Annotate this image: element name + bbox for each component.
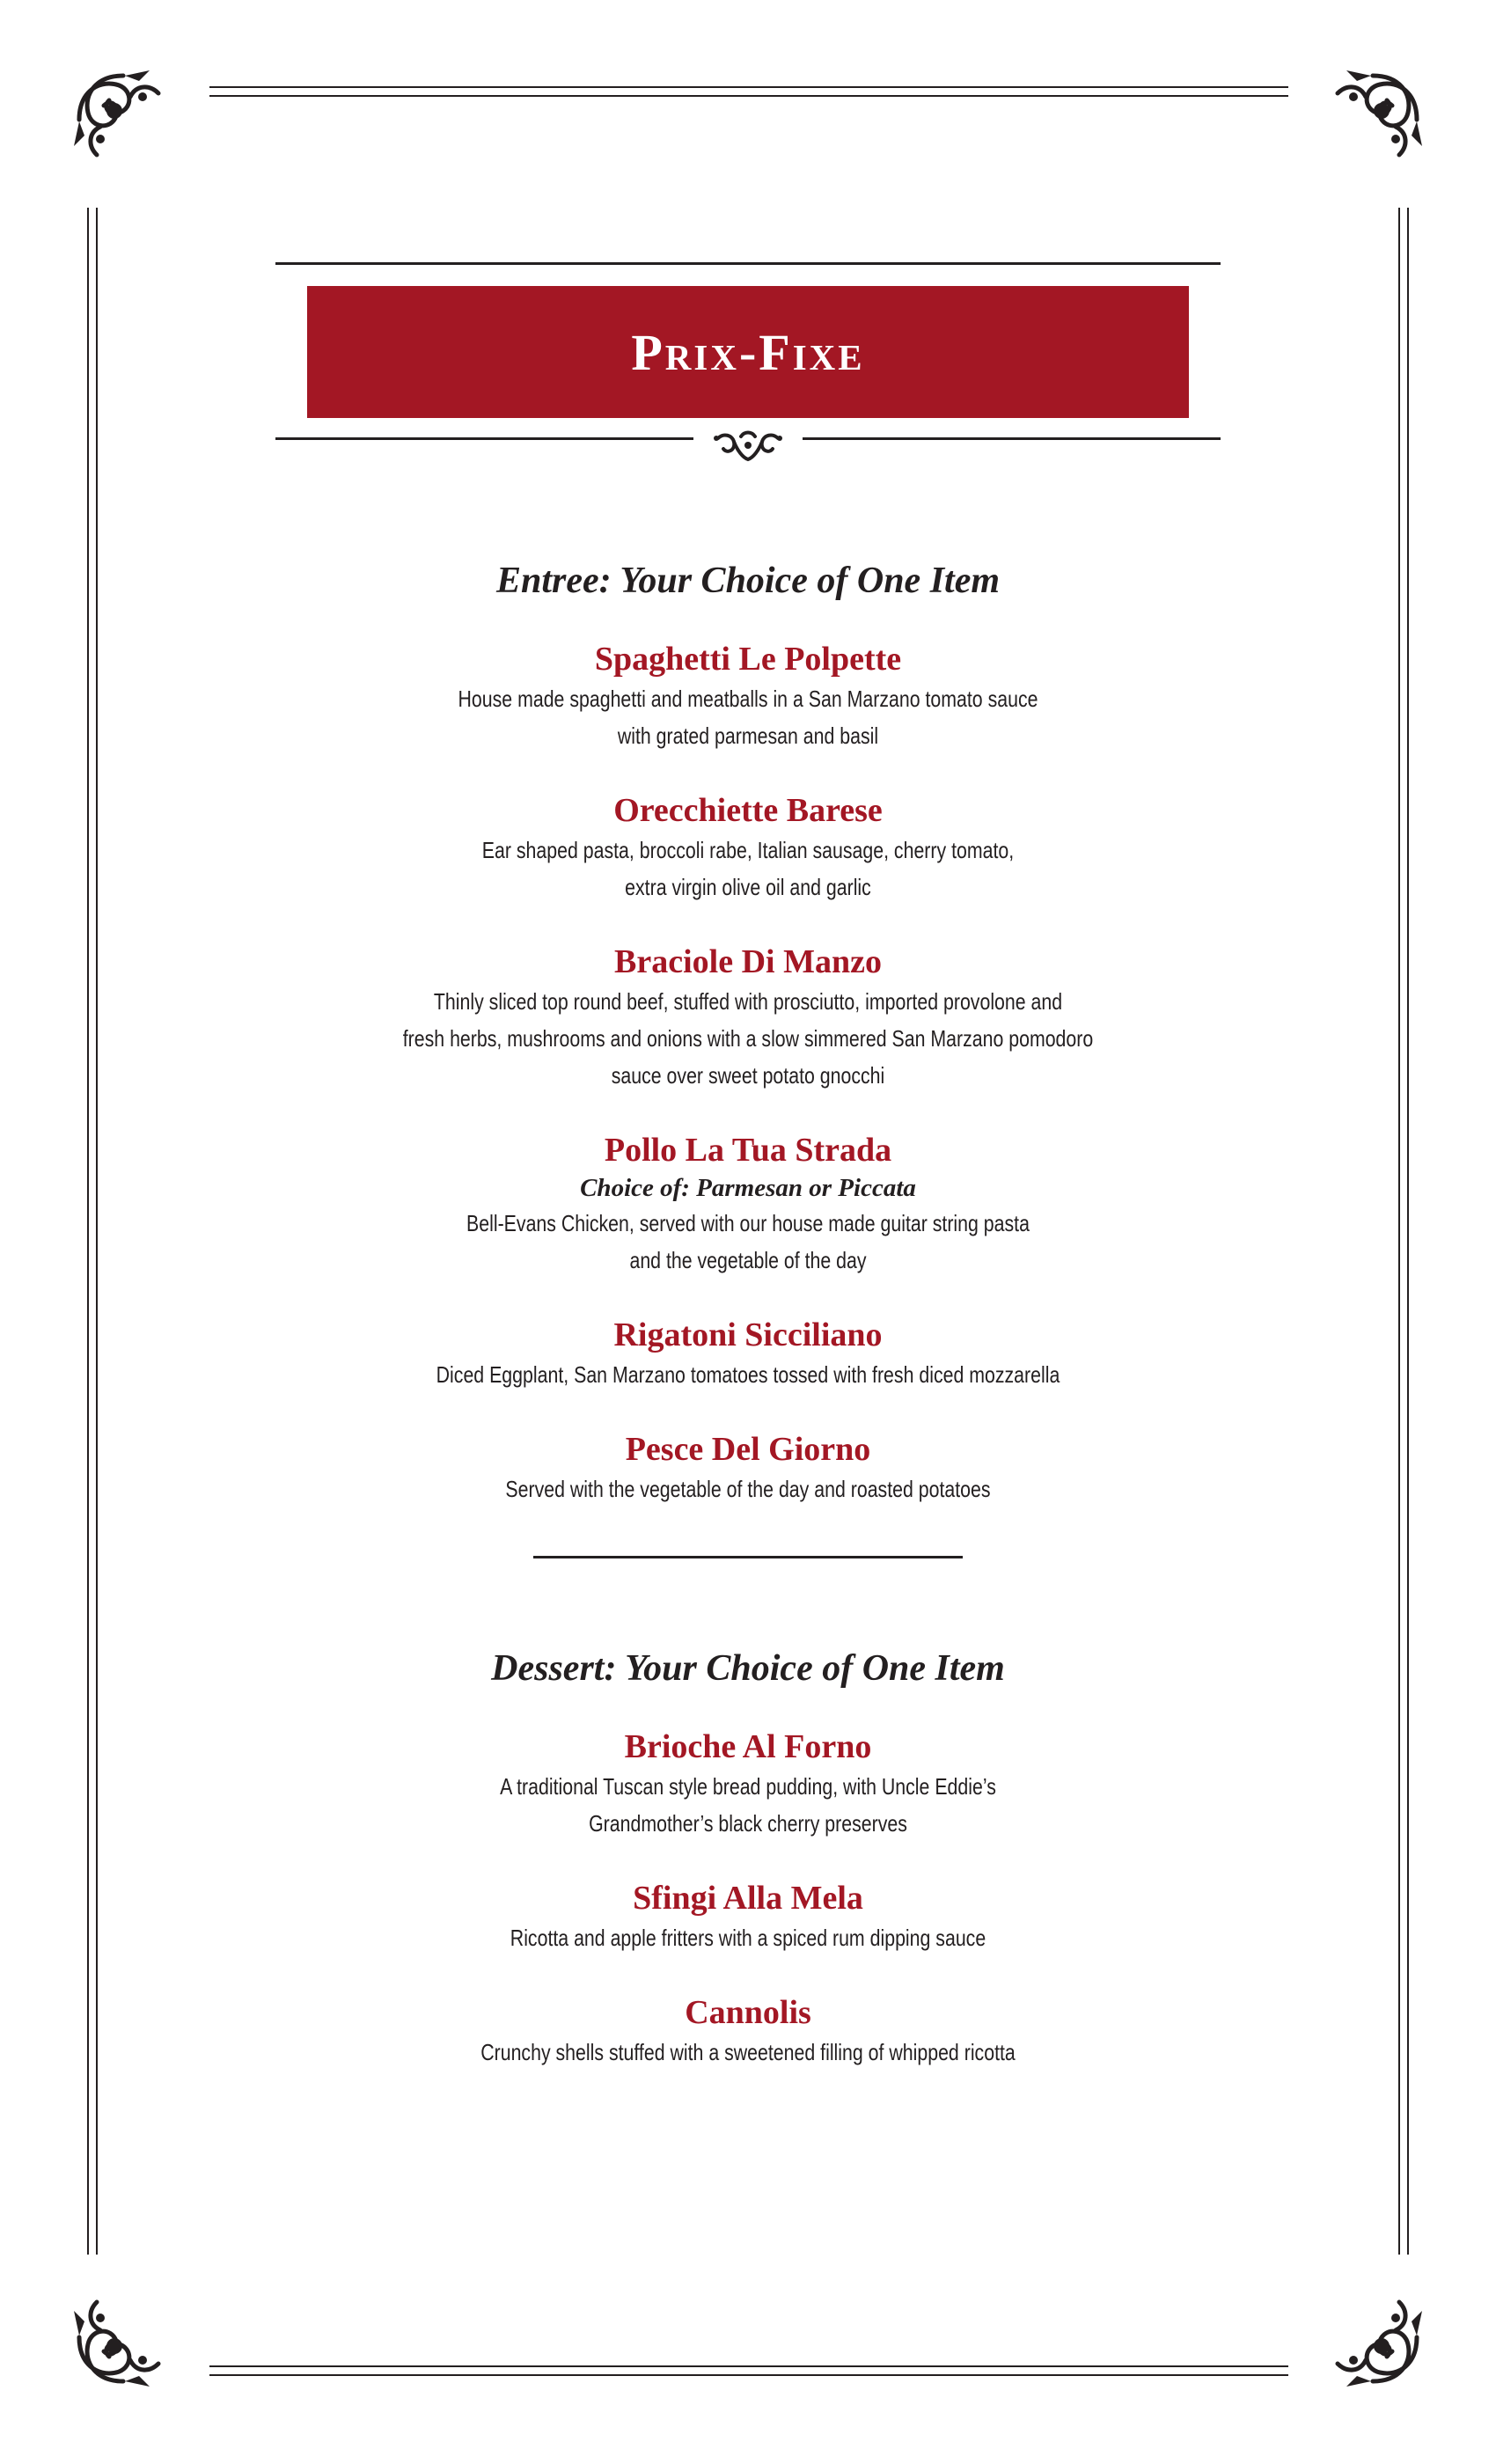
item-description-line: Diced Eggplant, San Marzano tomatoes tossed with fresh diced mozzarella xyxy=(436,1361,1060,1388)
item-description xyxy=(351,680,1145,754)
item-name: Sfingi Alla Mela xyxy=(633,1880,863,1917)
item-description xyxy=(351,1919,1145,1956)
item-name: Pesce Del Giorno xyxy=(625,1431,871,1468)
header-rule xyxy=(275,262,1221,265)
item-description-line: Crunchy shells stuffed with a sweetened filling of whipped ricotta xyxy=(480,2039,1016,2065)
dessert-section xyxy=(264,1642,1232,2071)
item-name: Rigatoni Sicciliano xyxy=(613,1316,883,1353)
item-description-line: Thinly sliced top round beef, stuffed with prosciutto, imported provolone and xyxy=(433,988,1063,1015)
menu-item xyxy=(264,789,1232,906)
item-description-line: sauce over sweet potato gnocchi xyxy=(611,1062,885,1089)
item-description xyxy=(351,2034,1145,2071)
menu-item xyxy=(264,638,1232,754)
item-description-line: Grandmother’s black cherry preserves xyxy=(589,1810,907,1837)
flourish-corner-icon xyxy=(62,2284,176,2399)
frame-right-border xyxy=(1398,208,1409,2255)
item-description-line: A traditional Tuscan style bread pudding, with Uncle Eddie’s xyxy=(500,1773,996,1800)
item-description xyxy=(351,832,1145,906)
dessert-heading: Dessert: Your Choice of One Item xyxy=(491,1648,1005,1689)
entree-heading: Entree: Your Choice of One Item xyxy=(495,561,1001,601)
page-title: Prix-Fixe xyxy=(631,323,865,381)
item-description xyxy=(351,1356,1145,1393)
header-rule xyxy=(803,437,1221,440)
item-description-line: Bell-Evans Chicken, served with our house made guitar string pasta xyxy=(466,1210,1030,1236)
item-description-line: fresh herbs, mushrooms and onions with a slow simmered San Marzano pomodoro xyxy=(402,1025,1094,1052)
menu-item xyxy=(264,1877,1232,1956)
menu-content xyxy=(264,554,1232,2106)
item-name: Brioche Al Forno xyxy=(624,1728,872,1765)
item-description-line: and the vegetable of the day xyxy=(629,1247,867,1273)
item-name: Orecchiette Barese xyxy=(613,792,883,829)
item-name: Cannolis xyxy=(685,1994,811,2031)
item-description xyxy=(351,1470,1145,1507)
item-description xyxy=(351,1205,1145,1279)
item-name: Braciole Di Manzo xyxy=(614,943,882,980)
item-description-line: Served with the vegetable of the day and roasted potatoes xyxy=(505,1476,991,1502)
menu-item xyxy=(264,1428,1232,1507)
item-name: Pollo La Tua Strada xyxy=(604,1132,892,1169)
flourish-corner-icon xyxy=(1320,58,1434,172)
item-description-line: with grated parmesan and basil xyxy=(617,722,879,749)
menu-item xyxy=(264,941,1232,1094)
flourish-corner-icon xyxy=(62,58,176,172)
frame-bottom-border xyxy=(209,2365,1288,2376)
scroll-flourish-icon xyxy=(711,424,785,468)
item-subtitle: Choice of: Parmesan or Piccata xyxy=(580,1174,916,1202)
frame-top-border xyxy=(209,86,1288,97)
header-rule xyxy=(275,437,693,440)
item-description-line: extra virgin olive oil and garlic xyxy=(625,874,871,900)
item-description-line: Ear shaped pasta, broccoli rabe, Italian sausage, cherry tomato, xyxy=(481,837,1015,863)
menu-item xyxy=(264,1991,1232,2071)
item-name: Spaghetti Le Polpette xyxy=(594,641,902,678)
item-description xyxy=(351,1768,1145,1842)
title-banner xyxy=(307,286,1189,418)
menu-item xyxy=(264,1314,1232,1393)
item-description-line: House made spaghetti and meatballs in a San Marzano tomato sauce xyxy=(458,686,1038,712)
menu-item xyxy=(264,1726,1232,1842)
item-description-line: Ricotta and apple fritters with a spiced rum dipping sauce xyxy=(510,1925,986,1951)
menu-item xyxy=(264,1129,1232,1279)
item-description xyxy=(351,983,1145,1094)
entree-section xyxy=(264,554,1232,1507)
flourish-corner-icon xyxy=(1320,2284,1434,2399)
frame-left-border xyxy=(87,208,98,2255)
section-divider xyxy=(533,1556,963,1558)
